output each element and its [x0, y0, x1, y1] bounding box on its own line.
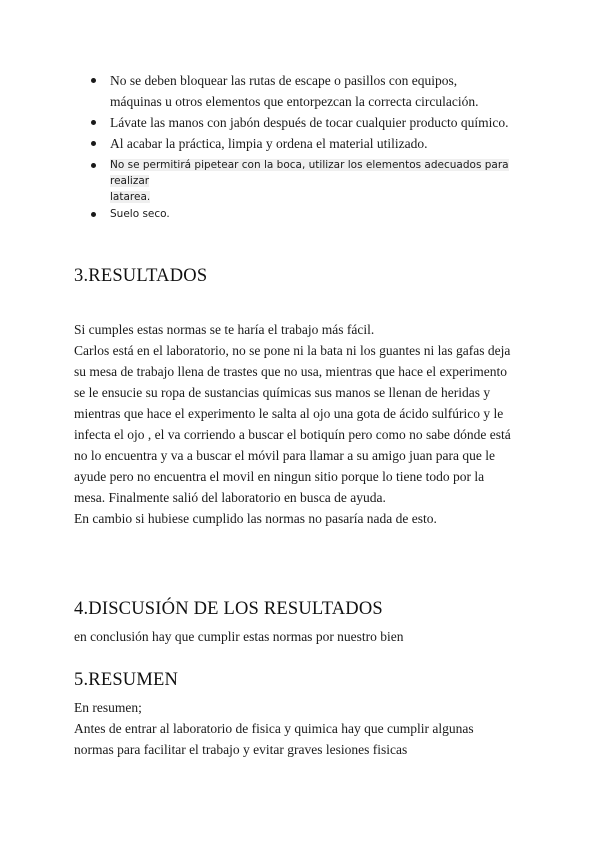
list-item-line: No se deben bloquear las rutas de escape o pasillos con equipos,: [110, 73, 458, 88]
list-item-line: latarea.: [110, 191, 151, 203]
list-item-text: Suelo seco.: [110, 208, 170, 220]
list-item: [90, 70, 530, 112]
text-line: infecta el ojo , el va corriendo a buscar el botiquín pero como no sabe dónde está: [74, 427, 511, 442]
text-line: Antes de entrar al laboratorio de fisica y quimica hay que cumplir algunas: [74, 721, 474, 736]
text-line: Carlos está en el laboratorio, no se pone ni la bata ni los guantes ni las gafas deja: [74, 343, 511, 358]
list-item: [90, 157, 530, 205]
text-line: no lo encuentra y va a buscar el móvil para llamar a su amigo juan para que le: [74, 448, 495, 463]
list-item-text: Al acabar la práctica, limpia y ordena el material utilizado.: [110, 136, 428, 151]
text-line: su mesa de trabajo llena de trastes que no usa, mientras que hace el experimento: [74, 364, 507, 379]
section-heading-summary: 5.RESUMEN: [74, 670, 179, 690]
text-line: se le ensucie su ropa de sustancias químicas sus manos se llenan de heridas y: [74, 385, 491, 400]
section-heading-results: 3.RESULTADOS: [74, 266, 208, 286]
text-line: mesa. Finalmente salió del laboratorio en busca de ayuda.: [74, 490, 386, 505]
text-line: En cambio si hubiese cumplido las normas no pasaría nada de esto.: [74, 511, 437, 526]
text-line: en conclusión hay que cumplir estas normas por nuestro bien: [74, 629, 404, 644]
list-item: [90, 133, 530, 154]
text-line: Si cumples estas normas se te haría el trabajo más fácil.: [74, 322, 375, 337]
text-line: normas para facilitar el trabajo y evitar graves lesiones fisicas: [74, 742, 408, 757]
summary-paragraph: [74, 697, 544, 760]
text-line: En resumen;: [74, 700, 142, 715]
text-line: mientras que hace el experimento le salta al ojo una gota de ácido sulfúrico y le: [74, 406, 504, 421]
list-item: [90, 112, 530, 133]
results-paragraph: [74, 319, 544, 529]
list-item-line: No se permitirá pipetear con la boca, utilizar los elementos adecuados para realizar: [110, 159, 509, 187]
list-item-text: Lávate las manos con jabón después de tocar cualquier producto químico.: [110, 115, 509, 130]
text-line: ayude pero no encuentra el movil en ningun sitio porque lo tiene todo por la: [74, 469, 485, 484]
safety-rules-list: [90, 70, 530, 222]
discussion-paragraph: [74, 626, 544, 647]
section-heading-discussion: 4.DISCUSIÓN DE LOS RESULTADOS: [74, 599, 383, 619]
list-item: [90, 206, 530, 222]
list-item-line: máquinas u otros elementos que entorpezcan la correcta circulación.: [110, 94, 479, 109]
